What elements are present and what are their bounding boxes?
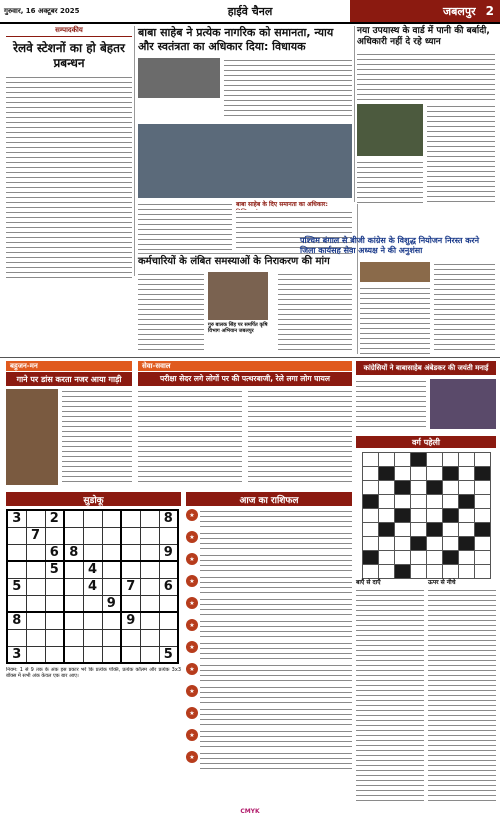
nagpur-body [62, 389, 132, 485]
sudoku-cell[interactable] [26, 646, 45, 663]
center-kicker: सेवा-सवाल [138, 361, 352, 371]
sudoku-cell[interactable] [102, 578, 121, 595]
sudoku-cell[interactable] [26, 595, 45, 612]
masthead [0, 0, 500, 22]
crossword-clues [356, 578, 496, 802]
sudoku-cell[interactable] [121, 544, 140, 561]
sudoku-rules: नियम: 1 से 9 तक के अंक इस प्रकार भरें कि प्रत्येक पंक्ति, प्रत्येक कॉलम और प्रत्येक 3x3 बॉक्स में सभी अंक केवल एक बार आए। [6, 667, 181, 679]
sudoku-cell[interactable] [140, 612, 159, 629]
sudoku-cell[interactable] [121, 629, 140, 646]
zodiac-icon: ★ [186, 751, 198, 763]
sudoku-cell[interactable]: 2 [45, 510, 64, 527]
zodiac-icon: ★ [186, 707, 198, 719]
sudoku-cell[interactable]: 8 [7, 612, 26, 629]
sudoku-cell[interactable] [64, 629, 83, 646]
collectorate-photo [208, 272, 268, 320]
lead-story [138, 26, 352, 208]
center-body-right [248, 389, 352, 485]
city-banner [350, 0, 500, 22]
sudoku-cell[interactable] [102, 561, 121, 578]
sudoku-cell[interactable]: 3 [7, 510, 26, 527]
horoscope-item [186, 509, 352, 529]
sudoku-cell[interactable] [26, 561, 45, 578]
sudoku-cell[interactable]: 6 [45, 544, 64, 561]
sudoku-cell[interactable] [140, 595, 159, 612]
zodiac-icon: ★ [186, 663, 198, 675]
ward-body-top [357, 52, 495, 100]
western-body-left [360, 286, 430, 354]
sudoku-cell[interactable]: 5 [7, 578, 26, 595]
horoscope-section [186, 492, 352, 773]
sudoku-cell[interactable] [7, 595, 26, 612]
sudoku-cell[interactable] [159, 612, 178, 629]
sudoku-cell[interactable] [83, 629, 102, 646]
cmyk-mark: CMYK [240, 808, 260, 815]
sudoku-cell[interactable] [26, 510, 45, 527]
sudoku-cell[interactable] [83, 646, 102, 663]
lead-body-left [138, 202, 232, 252]
zodiac-icon: ★ [186, 509, 198, 521]
sudoku-cell[interactable] [159, 561, 178, 578]
sudoku-cell[interactable] [121, 561, 140, 578]
sudoku-cell[interactable] [102, 646, 121, 663]
sudoku-cell[interactable] [64, 578, 83, 595]
sudoku-cell[interactable] [159, 527, 178, 544]
sudoku-cell[interactable] [64, 527, 83, 544]
horoscope-text [200, 553, 352, 573]
horoscope-text [200, 685, 352, 705]
column-divider [357, 204, 358, 354]
sudoku-title: सुडोकू [6, 492, 181, 506]
western-headline: पश्चिम बंगाल से बीजी कांग्रेस के विशुद्ध नियोजन निरस्त करने जिला कार्यसह सेवा अध्यक्ष ने की अनुशंसा [300, 236, 480, 255]
horoscope-item [186, 553, 352, 573]
sudoku-cell[interactable] [64, 561, 83, 578]
horoscope-text [200, 597, 352, 617]
lead-body-top [224, 58, 352, 120]
sudoku-cell[interactable]: 9 [121, 612, 140, 629]
horoscope-item [186, 751, 352, 771]
horoscope-item [186, 641, 352, 661]
ward-body-left [357, 160, 423, 204]
congress-story [356, 361, 496, 375]
sudoku-grid[interactable] [6, 509, 179, 664]
horoscope-title: आज का राशिफल [186, 492, 352, 506]
sudoku-cell[interactable] [159, 629, 178, 646]
nagpur-headline: गाने पर डांस करता नजर आया गाड़ी [6, 372, 132, 386]
sudoku-cell[interactable]: 4 [83, 578, 102, 595]
collectorate-photo-caption: गुरु बालक सिंह पर समर्पित कृषि विभाग अभियान जबलपुर [208, 322, 268, 334]
down-clues [428, 588, 496, 802]
column-divider [134, 26, 135, 276]
zodiac-icon: ★ [186, 641, 198, 653]
down-title: ऊपर से नीचे [428, 579, 456, 586]
sudoku-cell[interactable] [102, 544, 121, 561]
sudoku-cell[interactable] [45, 612, 64, 629]
zodiac-icon: ★ [186, 729, 198, 741]
crossword-section [356, 436, 496, 579]
sudoku-cell[interactable] [45, 646, 64, 663]
lead-photo-small [138, 58, 220, 98]
lead-photo-caption: बाबा साहेब के दिए समानता का अधिकार: [236, 201, 328, 208]
horoscope-list [186, 509, 352, 771]
sudoku-cell[interactable] [45, 578, 64, 595]
horoscope-item [186, 729, 352, 749]
horoscope-item [186, 597, 352, 617]
horoscope-item [186, 685, 352, 705]
sudoku-cell[interactable] [83, 612, 102, 629]
sudoku-cell[interactable] [121, 510, 140, 527]
nagpur-photo [6, 389, 58, 485]
page-number: 2 [485, 4, 494, 18]
center-story [138, 361, 352, 386]
horoscope-item [186, 663, 352, 683]
collectorate-headline: कर्मचारियों के लंबित समस्याओं के निराकरण की मांग [138, 256, 330, 267]
collectorate-body-right [278, 272, 352, 354]
sudoku-cell[interactable]: 9 [159, 544, 178, 561]
sudoku-cell[interactable] [64, 646, 83, 663]
horoscope-text [200, 663, 352, 683]
sudoku-cell[interactable] [102, 527, 121, 544]
horoscope-item [186, 619, 352, 639]
sudoku-cell[interactable]: 8 [159, 510, 178, 527]
center-headline: परीक्षा सेदर लगे लोगों पर की पत्थरबाजी, रेले लगा लोग घायल [138, 372, 352, 386]
horoscope-text [200, 751, 352, 771]
sudoku-cell[interactable] [64, 612, 83, 629]
sudoku-cell[interactable] [140, 544, 159, 561]
nagpur-kicker: बहुजन-मन [6, 361, 132, 371]
column-divider [354, 26, 355, 202]
across-title: बाएँ से दाएँ [356, 579, 381, 586]
across-clues [356, 588, 424, 802]
section-rule [0, 357, 500, 358]
sudoku-cell[interactable] [26, 544, 45, 561]
horoscope-text [200, 509, 352, 529]
zodiac-icon: ★ [186, 575, 198, 587]
sudoku-cell[interactable]: 4 [83, 561, 102, 578]
sudoku-cell[interactable] [140, 527, 159, 544]
horoscope-text [200, 729, 352, 749]
editorial-title: रेलवे स्टेशनों का हो बेहतर प्रबन्धन [13, 41, 125, 70]
editorial-body [6, 75, 132, 281]
sudoku-cell[interactable]: 5 [45, 561, 64, 578]
horoscope-item [186, 531, 352, 551]
sudoku-cell[interactable] [7, 629, 26, 646]
lead-photo-large [138, 124, 352, 198]
congress-headline: कांग्रेसियों ने बाबासाहेब अंबेडकर की जयंती मनाई [356, 361, 496, 375]
sudoku-cell[interactable]: 6 [159, 578, 178, 595]
sudoku-cell[interactable] [83, 544, 102, 561]
sudoku-cell[interactable] [121, 595, 140, 612]
sudoku-cell[interactable] [83, 595, 102, 612]
sudoku-cell[interactable] [83, 510, 102, 527]
city-name: जबलपुर [442, 4, 476, 18]
sudoku-cell[interactable] [7, 561, 26, 578]
sudoku-cell[interactable] [140, 646, 159, 663]
horoscope-item [186, 707, 352, 727]
zodiac-icon: ★ [186, 531, 198, 543]
editorial-section [6, 26, 132, 281]
sudoku-cell[interactable] [140, 561, 159, 578]
sudoku-cell[interactable] [140, 578, 159, 595]
western-photo [360, 262, 430, 282]
center-body-left [138, 389, 242, 485]
western-story [300, 236, 495, 256]
horoscope-text [200, 619, 352, 639]
western-body-right [434, 262, 495, 354]
sudoku-cell[interactable] [140, 510, 159, 527]
sudoku-cell[interactable] [140, 629, 159, 646]
horoscope-item [186, 575, 352, 595]
horoscope-text [200, 531, 352, 551]
sudoku-cell[interactable] [45, 629, 64, 646]
brand-title: हाईवे चैनल [227, 4, 273, 18]
sudoku-cell[interactable] [26, 629, 45, 646]
sudoku-cell[interactable]: 3 [7, 646, 26, 663]
sudoku-cell[interactable] [7, 527, 26, 544]
issue-date: गुरुवार, 16 अक्टूबर 2025 [4, 6, 80, 15]
sudoku-cell[interactable] [121, 527, 140, 544]
sudoku-cell[interactable] [45, 527, 64, 544]
sudoku-cell[interactable]: 7 [121, 578, 140, 595]
sudoku-cell[interactable] [45, 595, 64, 612]
sudoku-cell[interactable]: 9 [102, 595, 121, 612]
zodiac-icon: ★ [186, 553, 198, 565]
congress-body-left [356, 379, 426, 429]
zodiac-icon: ★ [186, 597, 198, 609]
masthead-rule [0, 22, 500, 24]
ward-photo [357, 104, 423, 156]
sudoku-cell[interactable] [102, 510, 121, 527]
sudoku-cell[interactable] [26, 578, 45, 595]
ward-headline: नया उपयास्थ के वार्ड में पानी की बर्बादी, अधिकारी नहीं दे रहे ध्यान [357, 26, 490, 47]
horoscope-text [200, 575, 352, 595]
sudoku-cell[interactable]: 7 [26, 527, 45, 544]
congress-photo [430, 379, 496, 429]
nagpur-story [6, 361, 132, 485]
sudoku-cell[interactable] [83, 527, 102, 544]
collectorate-body-left [138, 272, 204, 354]
collectorate-story [138, 256, 352, 334]
ward-body-right [427, 104, 495, 204]
sudoku-cell[interactable] [7, 544, 26, 561]
lead-headline: बाबा साहेब ने प्रत्येक नागरिक को समानता, न्याय और स्वतंत्रता का अधिकार दिया: विधायक [138, 26, 334, 53]
sudoku-cell[interactable]: 8 [64, 544, 83, 561]
sudoku-cell[interactable] [159, 595, 178, 612]
horoscope-text [200, 641, 352, 661]
ward-story [357, 26, 495, 48]
sudoku-section [6, 492, 181, 679]
horoscope-text [200, 707, 352, 727]
crossword-grid[interactable] [362, 452, 491, 579]
sudoku-cell[interactable] [102, 629, 121, 646]
sudoku-cell[interactable] [64, 510, 83, 527]
sudoku-cell[interactable] [64, 595, 83, 612]
crossword-title: वर्ग पहेली [356, 436, 496, 448]
zodiac-icon: ★ [186, 619, 198, 631]
sudoku-cell[interactable] [102, 612, 121, 629]
sudoku-cell[interactable] [26, 612, 45, 629]
sudoku-cell[interactable]: 5 [159, 646, 178, 663]
editorial-kicker: सम्पादकीय [6, 26, 132, 37]
sudoku-cell[interactable] [121, 646, 140, 663]
zodiac-icon: ★ [186, 685, 198, 697]
